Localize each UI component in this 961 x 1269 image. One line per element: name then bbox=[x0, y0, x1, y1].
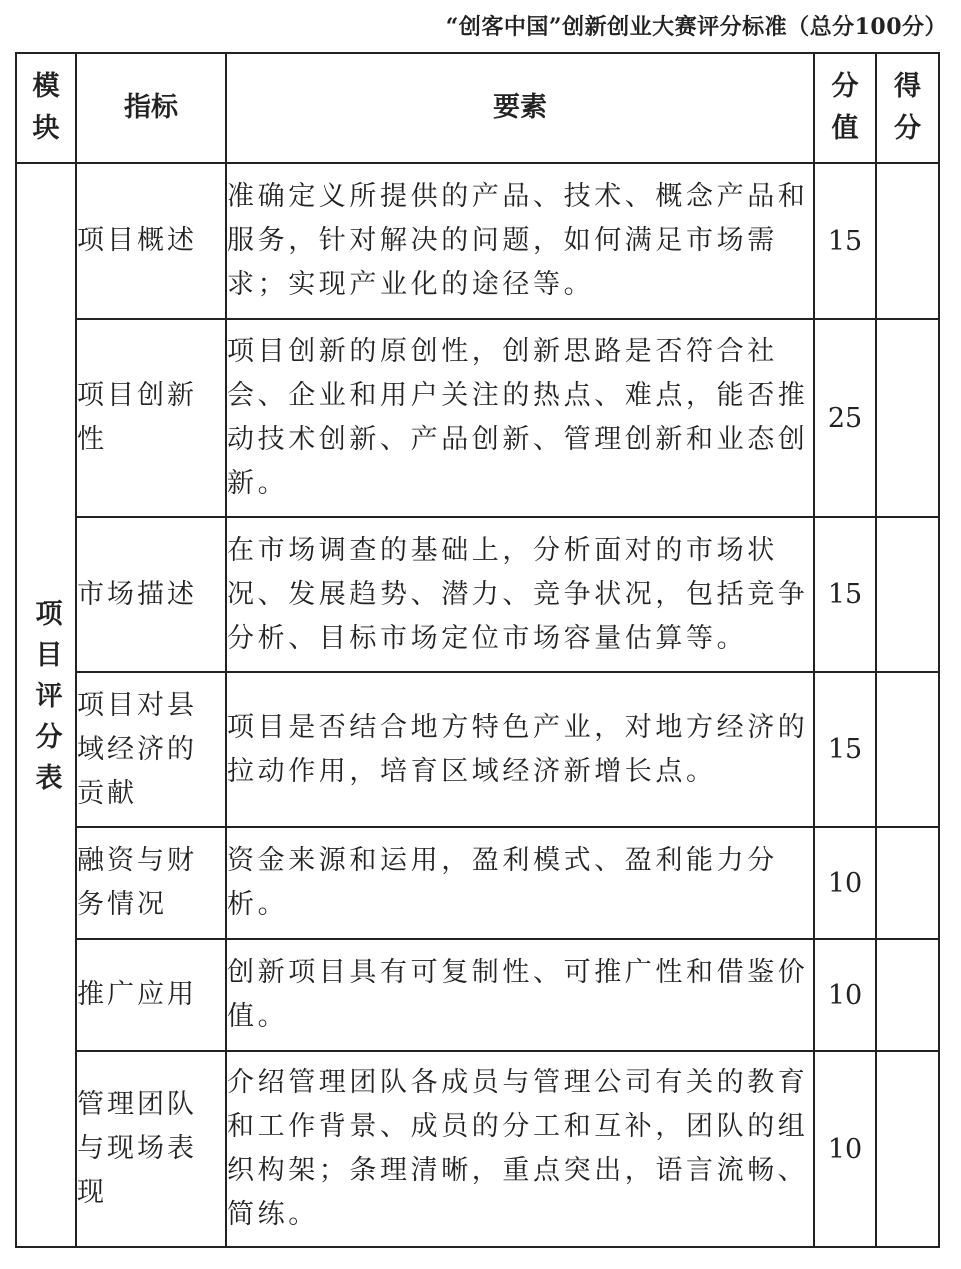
header-elements: 要素 bbox=[226, 53, 814, 163]
elements-cell: 项目创新的原创性，创新思路是否符合社会、企业和用户关注的热点、难点，能否推动技术创新、产品创新、管理创新和业态创新。 bbox=[226, 319, 814, 517]
score-cell: 10 bbox=[814, 827, 876, 939]
table-row bbox=[16, 517, 939, 672]
header-got-score: 得 分 bbox=[876, 53, 939, 163]
table-row bbox=[16, 163, 939, 319]
got-score-cell[interactable] bbox=[876, 672, 939, 827]
indicator-cell: 融资与财务情况 bbox=[76, 827, 226, 939]
score-cell: 25 bbox=[814, 319, 876, 517]
score-cell: 15 bbox=[814, 672, 876, 827]
elements-cell: 准确定义所提供的产品、技术、概念产品和服务，针对解决的问题，如何满足市场需求；实现产业化的途径等。 bbox=[226, 163, 814, 319]
header-score: 分 值 bbox=[814, 53, 876, 163]
scoring-table bbox=[15, 52, 940, 1248]
got-score-cell[interactable] bbox=[876, 1051, 939, 1247]
header-indicator: 指标 bbox=[76, 53, 226, 163]
elements-cell: 资金来源和运用，盈利模式、盈利能力分析。 bbox=[226, 827, 814, 939]
got-score-cell[interactable] bbox=[876, 939, 939, 1051]
table-row bbox=[16, 672, 939, 827]
header-module: 模 块 bbox=[16, 53, 76, 163]
score-cell: 10 bbox=[814, 1051, 876, 1247]
elements-cell: 项目是否结合地方特色产业，对地方经济的拉动作用，培育区域经济新增长点。 bbox=[226, 672, 814, 827]
indicator-cell: 项目对县域经济的贡献 bbox=[76, 672, 226, 827]
score-cell: 15 bbox=[814, 163, 876, 319]
indicator-cell: 项目创新性 bbox=[76, 319, 226, 517]
elements-cell: 创新项目具有可复制性、可推广性和借鉴价值。 bbox=[226, 939, 814, 1051]
indicator-cell: 项目概述 bbox=[76, 163, 226, 319]
page-title: “创客中国”创新创业大赛评分标准（总分100分） bbox=[445, 14, 947, 40]
score-cell: 10 bbox=[814, 939, 876, 1051]
got-score-cell[interactable] bbox=[876, 163, 939, 319]
got-score-cell[interactable] bbox=[876, 319, 939, 517]
table-row bbox=[16, 939, 939, 1051]
elements-cell: 在市场调查的基础上，分析面对的市场状况、发展趋势、潜力、竞争状况，包括竞争分析、目标市场定位市场容量估算等。 bbox=[226, 517, 814, 672]
got-score-cell[interactable] bbox=[876, 827, 939, 939]
score-cell: 15 bbox=[814, 517, 876, 672]
elements-cell: 介绍管理团队各成员与管理公司有关的教育和工作背景、成员的分工和互补，团队的组织构架；条理清晰，重点突出，语言流畅、简练。 bbox=[226, 1051, 814, 1247]
table-row bbox=[16, 1051, 939, 1247]
module-cell: 项目评分表 bbox=[16, 163, 76, 1247]
indicator-cell: 市场描述 bbox=[76, 517, 226, 672]
table-row bbox=[16, 827, 939, 939]
indicator-cell: 管理团队与现场表现 bbox=[76, 1051, 226, 1247]
got-score-cell[interactable] bbox=[876, 517, 939, 672]
indicator-cell: 推广应用 bbox=[76, 939, 226, 1051]
table-row bbox=[16, 319, 939, 517]
header-row bbox=[16, 53, 939, 163]
